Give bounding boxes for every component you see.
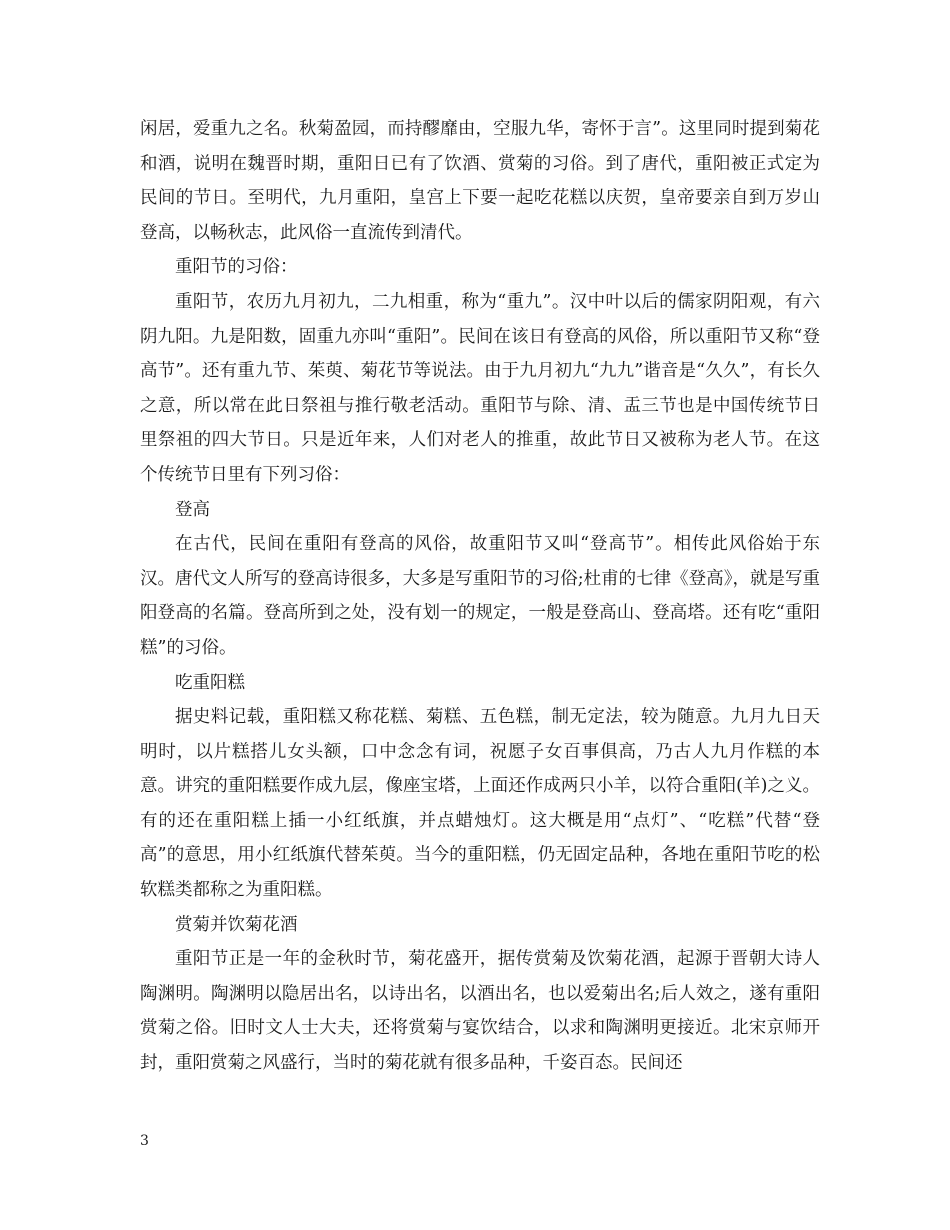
paragraph-continuation: 闲居，爱重九之名。秋菊盈园，而持醪靡由，空服九华，寄怀于言”。这里同时提到菊花和酒，说明在魏晋时期，重阳日已有了饮酒、赏菊的习俗。到了唐代，重阳被正式定为民间的节日。至明代，九月重阳，皇宫上下要一起吃花糕以庆贺，皇帝要亲自到万岁山登高，以畅秋志，此风俗一直流传到清代。	[140, 119, 820, 243]
paragraph-customs-intro: 重阳节，农历九月初九，二九相重，称为“重九”。汉中叶以后的儒家阴阳观，有六阴九阳。九是阳数，固重九亦叫“重阳”。民间在该日有登高的风俗，所以重阳节又称“登高节”。还有重九节、茱萸、菊花节等说法。由于九月初九“九九”谐音是“久久”，有长久之意，所以常在此日祭祖与推行敬老活动。重阳节与除、清、盂三节也是中国传统节日里祭祖的四大节日。只是近年来，人们对老人的推重，故此节日又被称为老人节。在这个传统节日里有下列习俗：	[140, 291, 820, 485]
section-heading-chrysanthemum: 赏菊并饮菊花酒	[175, 914, 298, 935]
document-body	[140, 112, 820, 1081]
section-heading-customs: 重阳节的习俗：	[175, 257, 298, 278]
paragraph-cake: 据史料记载，重阳糕又称花糕、菊糕、五色糕，制无定法，较为随意。九月九日天明时，以片糕搭儿女头额，口中念念有词，祝愿子女百事俱高，乃古人九月作糕的本意。讲究的重阳糕要作成九层，像座宝塔，上面还作成两只小羊，以符合重阳(羊)之义。有的还在重阳糕上插一小红纸旗，并点蜡烛灯。这大概是用“点灯”、“吃糕”代替“登高”的意思，用小红纸旗代替茱萸。当今的重阳糕，仍无固定品种，各地在重阳节吃的松软糕类都称之为重阳糕。	[140, 707, 820, 901]
section-heading-climbing: 登高	[175, 499, 210, 520]
page-number: 3	[140, 1133, 149, 1149]
paragraph-chrysanthemum: 重阳节正是一年的金秋时节，菊花盛开，据传赏菊及饮菊花酒，起源于晋朝大诗人陶渊明。陶渊明以隐居出名，以诗出名，以酒出名，也以爱菊出名;后人效之，遂有重阳赏菊之俗。旧时文人士大夫，还将赏菊与宴饮结合，以求和陶渊明更接近。北宋京师开封，重阳赏菊之风盛行，当时的菊花就有很多品种，千姿百态。民间还	[140, 949, 820, 1074]
section-heading-cake: 吃重阳糕	[175, 672, 245, 693]
paragraph-climbing: 在古代，民间在重阳有登高的风俗，故重阳节又叫“登高节”。相传此风俗始于东汉。唐代文人所写的登高诗很多，大多是写重阳节的习俗;杜甫的七律《登高》，就是写重阳登高的名篇。登高所到之处，没有划一的规定，一般是登高山、登高塔。还有吃“重阳糕”的习俗。	[140, 534, 820, 658]
